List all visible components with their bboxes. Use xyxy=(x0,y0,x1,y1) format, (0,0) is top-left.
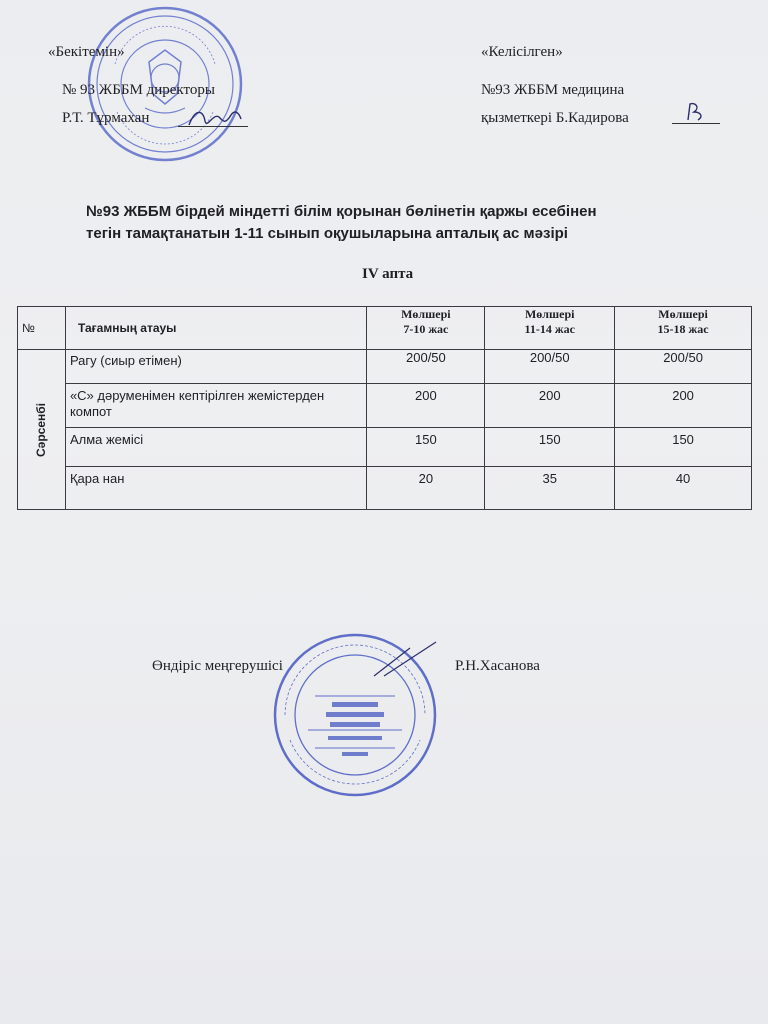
agreed-label: «Келісілген» xyxy=(481,44,563,60)
portion-15-18: 200 xyxy=(615,384,752,428)
menu-table xyxy=(17,306,752,510)
portion-15-18: 200/50 xyxy=(615,350,752,384)
week-label: IV апта xyxy=(362,266,414,282)
header-age-range: 15-18 жас xyxy=(657,322,709,336)
portion-11-14: 35 xyxy=(485,467,615,510)
portion-15-18: 150 xyxy=(615,428,752,467)
table-row xyxy=(18,384,752,428)
day-label: Сәрсенбі xyxy=(34,402,49,457)
table-row xyxy=(18,467,752,510)
agreed-position: №93 ЖББМ медицина xyxy=(481,82,625,98)
portion-7-10: 20 xyxy=(367,467,485,510)
nurse-signature xyxy=(682,100,712,124)
portion-11-14: 200 xyxy=(485,384,615,428)
header-portion-11-14 xyxy=(485,307,615,350)
header-portion-label: Мөлшері xyxy=(524,307,575,321)
director-signature xyxy=(185,105,245,131)
portion-15-18: 40 xyxy=(615,467,752,510)
head-cook-signature xyxy=(370,640,440,680)
header-dish-name: Тағамның атауы xyxy=(65,307,367,350)
portion-7-10: 200 xyxy=(367,384,485,428)
dish-name: Алма жемісі xyxy=(65,428,367,467)
day-cell xyxy=(18,350,66,510)
table-row xyxy=(18,428,752,467)
portion-7-10: 150 xyxy=(367,428,485,467)
header-portion-label: Мөлшері xyxy=(658,307,708,321)
table-row xyxy=(18,350,752,384)
header-portion-label: Мөлшері xyxy=(401,307,451,321)
header-age-range: 7-10 жас xyxy=(403,322,449,336)
header-number: № xyxy=(18,307,66,350)
approved-label: «Бекітемін» xyxy=(48,44,125,60)
portion-11-14: 150 xyxy=(485,428,615,467)
footer-position: Өндіріс меңгерушісі xyxy=(152,658,283,674)
menu-title-line2: тегін тамақтанатын 1-11 сынып оқушыларына апталық ас мәзірі xyxy=(86,225,568,242)
header-portion-15-18 xyxy=(615,307,752,350)
dish-name: «С» дәруменімен кептірілген жемістерден компот xyxy=(65,384,367,428)
portion-11-14: 200/50 xyxy=(485,350,615,384)
menu-title-line1: №93 ЖББМ бірдей міндетті білім қорынан бөлінетін қаржы есебінен xyxy=(86,203,597,220)
header-age-range: 11-14 жас xyxy=(524,322,575,336)
footer-name: Р.Н.Хасанова xyxy=(455,658,540,674)
agreed-name: қызметкері Б.Кадирова xyxy=(481,110,629,126)
dish-name: Қара нан xyxy=(65,467,367,510)
portion-7-10: 200/50 xyxy=(367,350,485,384)
dish-name: Рагу (сиыр етімен) xyxy=(65,350,367,384)
approved-position: № 93 ЖББМ директоры xyxy=(62,82,215,98)
table-header-row xyxy=(18,307,752,350)
approved-name: Р.Т. Тұрмахан xyxy=(62,110,150,126)
header-portion-7-10 xyxy=(367,307,485,350)
